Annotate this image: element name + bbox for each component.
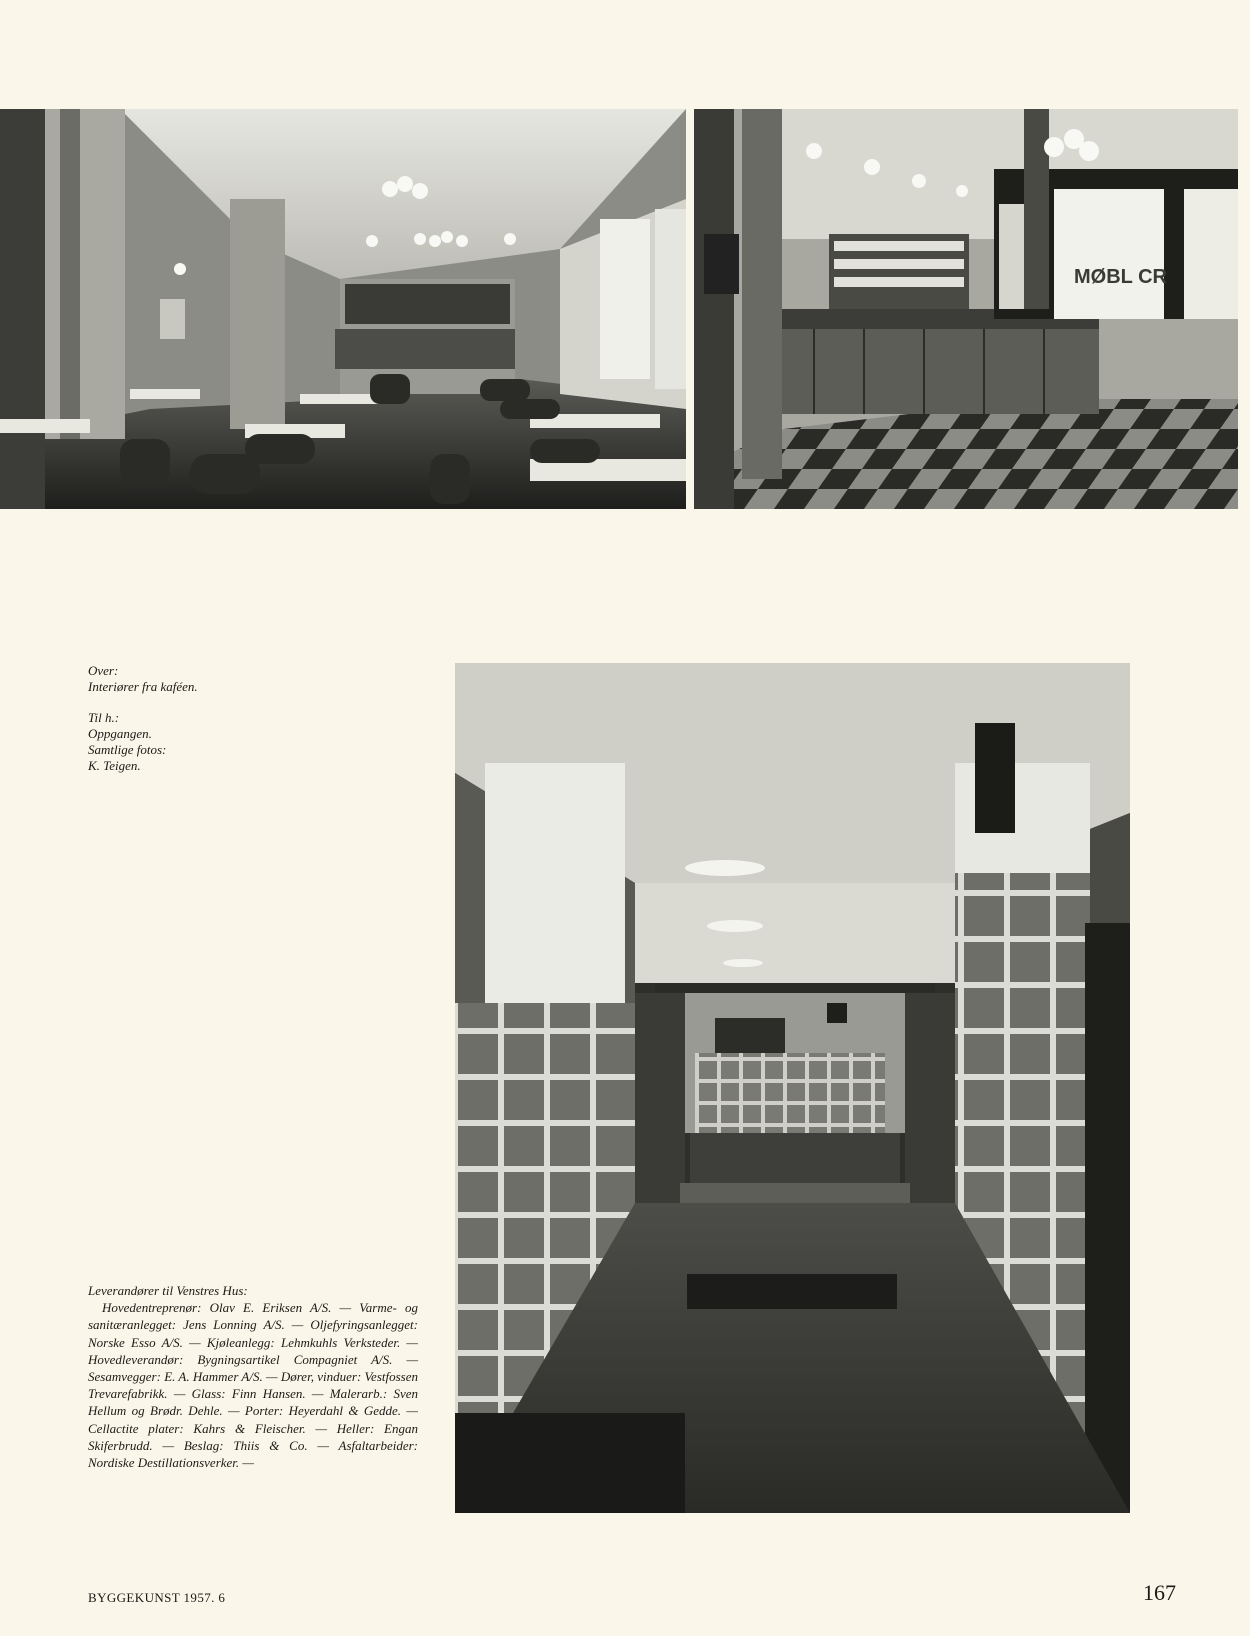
cafe-counter-photo xyxy=(694,109,1238,509)
entrance-corridor-photo xyxy=(455,663,1130,1513)
photo-credit-name: K. Teigen. xyxy=(88,758,141,773)
caption-right-heading: Til h.: xyxy=(88,710,120,725)
page-number: 167 xyxy=(1143,1580,1176,1605)
supplier-list-heading: Leverandører til Venstres Hus: xyxy=(88,1283,248,1298)
caption-over-text: Interiører fra kaféen. xyxy=(88,679,198,694)
journal-footer: BYGGEKUNST 1957. 6 xyxy=(88,1590,226,1605)
supplier-list xyxy=(88,1282,418,1471)
photo-captions xyxy=(88,663,338,789)
caption-right-text: Oppgangen. xyxy=(88,726,152,741)
cafe-interior-photo xyxy=(0,109,686,509)
caption-over-heading: Over: xyxy=(88,663,119,678)
storefront-sign: MØBL CR xyxy=(1074,266,1167,288)
supplier-list-text: Hovedentreprenør: Olav E. Eriksen A/S. — Varme- og sanitæranlegget: Jens Lonning A/S. — Oljefyringsanlegget: Norske Esso A/S. — Kjøleanlegg: Lehmkuhls Verksteder. — Hovedleverandør: Bygningsartikel Compagniet A/S. — Sesamvegger: E. A. Hammer A/S. — Dører, vinduer: Vestfossen Trevarefabrikk. — Glass: Finn Hansen. — Malerarb.: Sven Hellum og Brødr. Dehle. — Porter: Heyerdahl & Gedde. — Cellactite plater: Kahrs & Fleischer. — Heller: Engan Skiferbrudd. — Beslag: Thiis & Co. — Asfaltarbeider: Nordiske Destillationsverker. — xyxy=(88,1300,418,1471)
photo-credit-label: Samtlige fotos: xyxy=(88,742,167,757)
